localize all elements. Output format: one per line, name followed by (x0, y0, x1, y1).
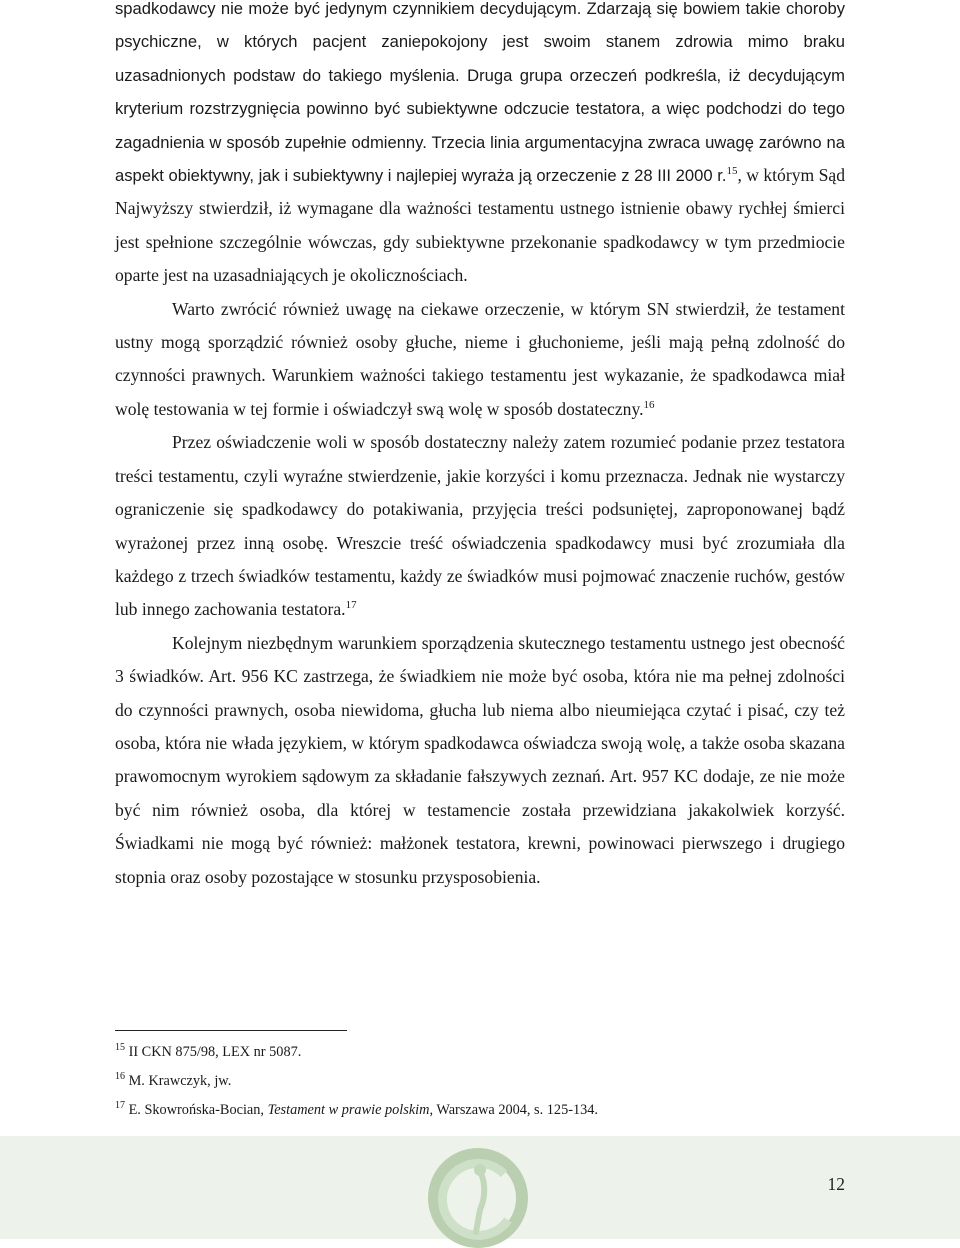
paragraph-3 (115, 426, 845, 626)
footnote-text: M. Krawczyk, jw. (128, 1073, 232, 1089)
footnote-book-title: Testament w prawie polskim, (267, 1102, 434, 1118)
paragraph-1-continuation: , w którym Sąd Najwyższy stwierdził, iż wymagane dla ważności testamentu ustnego istnienie obawy rychłej śmierci jest spełnione szczególnie wówczas, gdy subiektywne przekonanie spadkodawcy w tym przedmiocie oparte jest na uzasadniających je okolicznościach. (115, 165, 845, 286)
footnotes (115, 1038, 845, 1125)
footnote-17 (115, 1096, 845, 1125)
logo-emblem-icon (428, 1148, 528, 1248)
paragraph-4-text: Kolejnym niezbędnym warunkiem sporządzenia skutecznego testamentu ustnego jest obecność 3 świadków. Art. 956 KC zastrzega, że świadkiem nie może być osoba, która nie ma pełnej zdolności do czynności prawnych, osoba niewidoma, głucha lub niema albo nieumiejąca czytać i pisać, czy też osoba, która nie włada językiem, w którym spadkodawca oświadcza swoją wolę, a także osoba skazana prawomocnym wyrokiem sądowym za składanie fałszywych zeznań. Art. 957 KC dodaje, ze nie może być nim również osoba, dla której w testamencie została przewidziana jakakolwiek korzyść. Świadkami nie mogą być również: małżonek testatora, krewni, powinowaci pierwszego i drugiego stopnia oraz osoby pozostające w stosunku przysposobienia. (115, 632, 845, 887)
footnote-ref-15: 15 (726, 165, 738, 178)
footnote-separator (115, 1030, 347, 1031)
footnote-publication: Warszawa 2004, s. 125-134. (433, 1102, 598, 1118)
paragraph-1-text: spadkodawcy nie może być jedynym czynnikiem decydującym. Zdarzają się bowiem takie choroby psychiczne, w których pacjent zaniepokojony jest swoim stanem zdrowia mimo braku uzasadnionych podstaw do takiego myślenia. Druga grupa orzeczeń podkreśla, iż decydującym kryterium rozstrzygnięcia powinno być subiektywne odczucie testatora, a więc podchodzi do tego zagadnienia w sposób zupełnie odmienny. Trzecia linia argumentacyjna zwraca uwagę zarówno na aspekt obiektywny, jak i subiektywny i najlepiej wyraża ją orzeczenie z 28 III 2000 r. (115, 0, 845, 186)
footnote-16 (115, 1067, 845, 1096)
footnote-author: E. Skowrońska-Bocian, (128, 1102, 268, 1118)
paragraph-1 (115, 0, 845, 293)
footnote-ref-16: 16 (643, 398, 655, 411)
footnote-number: 17 (115, 1100, 125, 1111)
paragraph-2 (115, 293, 845, 427)
paragraph-3-text: Przez oświadczenie woli w sposób dostateczny należy zatem rozumieć podanie przez testatora treści testamentu, czyli wyraźne stwierdzenie, jakie korzyści i komu przeznacza. Jednak nie wystarczy ograniczenie się spadkodawcy do potakiwania, przyjęcia treści podsuniętej, zaproponowanej bądź wyrażonej przez inną osobę. Wreszcie treść oświadczenia spadkodawcy musi być zrozumiała dla każdego z trzech świadków testamentu, każdy ze świadków musi pojmować znaczenie ruchów, gestów lub innego zachowania testatora. (115, 432, 845, 620)
footnote-ref-17: 17 (345, 599, 357, 612)
page-number: 12 (827, 1174, 845, 1194)
footnote-number: 16 (115, 1071, 125, 1082)
page-body (115, 0, 845, 894)
paragraph-4 (115, 627, 845, 894)
page-footer (0, 1136, 960, 1239)
paragraph-2-text: Warto zwrócić również uwagę na ciekawe orzeczenie, w którym SN stwierdził, że testament ustny mogą sporządzić również osoby głuche, nieme i głuchonieme, jeśli mają pełną zdolność do czynności prawnych. Warunkiem ważności takiego testamentu jest wykazanie, że spadkodawca miał wolę testowania w tej formie i oświadczył swą wolę w sposób dostateczny. (115, 298, 845, 419)
footnote-number: 15 (115, 1042, 125, 1053)
footnote-text: II CKN 875/98, LEX nr 5087. (128, 1044, 302, 1060)
footnote-15 (115, 1038, 845, 1067)
